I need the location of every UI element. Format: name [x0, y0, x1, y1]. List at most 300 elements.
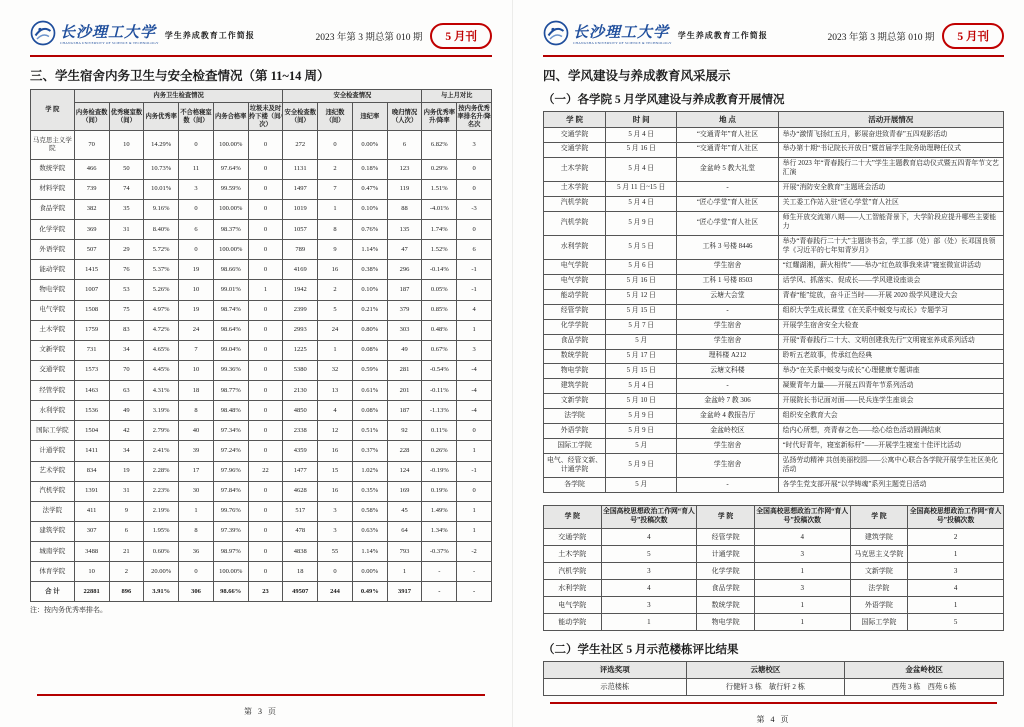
table-row [31, 481, 492, 501]
cell: 2.79% [144, 421, 179, 441]
cell: 99.59% [213, 179, 248, 199]
cell: 36 [179, 542, 214, 562]
cell: 11 [179, 159, 214, 179]
cell: 6 [457, 240, 492, 260]
cell: 5 月 17 日 [606, 349, 677, 364]
section-title-hygiene: 三、学生宿舍内务卫生与安全检查情况（第 11~14 周） [30, 69, 330, 83]
issue-number: 2023 年第 3 期总第 010 期 [315, 32, 423, 43]
cell: 74 [109, 179, 144, 199]
cell: 272 [283, 131, 318, 159]
cell: 3.91% [144, 582, 179, 602]
cell: 3 [601, 596, 697, 613]
cell: 4.72% [144, 320, 179, 340]
table-row [31, 300, 492, 320]
cell: 汽机学院 [544, 196, 606, 211]
cell: 0.00% [352, 562, 387, 582]
cell: 4.45% [144, 360, 179, 380]
cell: 0 [457, 421, 492, 441]
cell: -0.54% [422, 360, 457, 380]
cell: 各学院 [544, 478, 606, 493]
header-cell: 学 院 [544, 506, 602, 529]
cell: 50 [109, 159, 144, 179]
header-cell: 金盆岭校区 [845, 661, 1004, 678]
cell: 水利学院 [544, 235, 606, 259]
cell: 100.00% [213, 240, 248, 260]
cell: 0.08% [352, 401, 387, 421]
cell: 70 [109, 360, 144, 380]
cell: -2 [457, 542, 492, 562]
table-row [31, 220, 492, 240]
cell: - [457, 562, 492, 582]
cell: 金盆岭 5 教大礼堂 [677, 157, 778, 181]
cell: 学生宿舍 [677, 334, 778, 349]
cell: 0 [457, 159, 492, 179]
cell: 0.47% [352, 179, 387, 199]
cell: 135 [387, 220, 422, 240]
cell: 3 [457, 131, 492, 159]
cell: “匠心学堂”育人社区 [677, 211, 778, 235]
cell: 88 [387, 199, 422, 219]
cell: 0 [248, 240, 283, 260]
header-cell: 全国高校思想政治工作网“育人号”投稿次数 [754, 506, 850, 529]
header-cell: 内务优秀率 [144, 102, 179, 131]
table-row [31, 381, 492, 401]
cell: 6.82% [422, 131, 457, 159]
cell: 3 [754, 545, 850, 562]
cell: 能动学院 [544, 613, 602, 630]
cell: 2338 [283, 421, 318, 441]
university-name-en: CHANGSHA UNIVERSITY OF SCIENCE & TECHNOLOGY [60, 40, 159, 45]
cell: 2 [109, 562, 144, 582]
cell: 39 [179, 441, 214, 461]
cell: 5 [601, 545, 697, 562]
cell: 2993 [283, 320, 318, 340]
table-row [31, 562, 492, 582]
cell: 1.95% [144, 521, 179, 541]
cell: 建筑学院 [31, 521, 75, 541]
page-number: 第 4 页 [756, 714, 791, 724]
cell: 119 [387, 179, 422, 199]
cell: 12 [318, 421, 353, 441]
table-row [31, 159, 492, 179]
cell: 187 [387, 401, 422, 421]
cell: 19 [179, 260, 214, 280]
cell: 计通学院 [31, 441, 75, 461]
cell: 0.19% [422, 481, 457, 501]
cell: 15 [318, 461, 353, 481]
cell: 29 [109, 240, 144, 260]
cell: 834 [74, 461, 109, 481]
cell: 70 [74, 131, 109, 159]
cell: 1 [318, 340, 353, 360]
cell: 1.74% [422, 220, 457, 240]
cell: 开展院长书记面对面——民兵连学生座谈会 [778, 394, 1003, 409]
cell: 举办“在关系中蜕变与成长”心理健康专题讲座 [778, 364, 1003, 379]
cell: 土木学院 [544, 545, 602, 562]
cell: 35 [109, 199, 144, 219]
cell: 1019 [283, 199, 318, 219]
cell: 0.67% [422, 340, 457, 360]
cell: 0 [457, 481, 492, 501]
cell: 31 [109, 220, 144, 240]
cell: 土木学院 [544, 157, 606, 181]
cell: 4.65% [144, 340, 179, 360]
cell: 187 [387, 280, 422, 300]
cell: 举行 2023 年“青春践行二十大”学生主题教育启动仪式暨五四青年节文艺汇演 [778, 157, 1003, 181]
cell: 124 [387, 461, 422, 481]
page-4 [512, 0, 1024, 727]
cell: 18 [283, 562, 318, 582]
cell: 外语学院 [31, 240, 75, 260]
subsection-title-dorm: （二）学生社区 5 月示范楼栋评比结果 [543, 643, 739, 656]
cell: 83 [109, 320, 144, 340]
cell: 16 [318, 260, 353, 280]
cell: 296 [387, 260, 422, 280]
cell: 24 [318, 320, 353, 340]
table-row [544, 319, 1004, 334]
cell: 40 [179, 421, 214, 441]
page-header [30, 20, 492, 57]
cell: 169 [387, 481, 422, 501]
cell: 1 [754, 613, 850, 630]
table-row [544, 349, 1004, 364]
university-name-en: CHANGSHA UNIVERSITY OF SCIENCE & TECHNOLOGY [573, 40, 672, 45]
cell: 西苑 3 栋 西苑 6 栋 [845, 678, 1004, 695]
cell: 63 [109, 381, 144, 401]
cell: 896 [109, 582, 144, 602]
cell: 2.28% [144, 461, 179, 481]
cell: 交通学院 [31, 360, 75, 380]
header-cell: 按内务优秀率排名升/降名次 [457, 102, 492, 131]
cell: 青春“能”绽放，奋斗正当时——开展 2020 级学风建设大会 [778, 289, 1003, 304]
cell: 5 月 4 日 [606, 157, 677, 181]
cell: 100.00% [213, 131, 248, 159]
cell: 马克思主义学院 [850, 545, 908, 562]
table-row [544, 274, 1004, 289]
header-cell: 晚归情况（人次） [387, 102, 422, 131]
cell: 5 月 4 日 [606, 196, 677, 211]
cell: 文新学院 [850, 562, 908, 579]
cell: 1497 [283, 179, 318, 199]
cell: 1504 [74, 421, 109, 441]
cell: 电气、经管文新、计通学院 [544, 454, 606, 478]
cell: -0.14% [422, 260, 457, 280]
cell: 9 [318, 240, 353, 260]
cell: 食品学院 [697, 579, 755, 596]
cell: 5 月 11 日~15 日 [606, 181, 677, 196]
cell: 0.59% [352, 360, 387, 380]
cell: 1477 [283, 461, 318, 481]
cell: 学生宿舍 [677, 259, 778, 274]
cell: 1 [457, 521, 492, 541]
cell: “红耀湖湘，薪火相传”——举办“红色故事我来讲”寝室微宣讲活动 [778, 259, 1003, 274]
cell: 2 [908, 528, 1004, 545]
cell: 1 [754, 562, 850, 579]
cell: 0 [248, 441, 283, 461]
header-cell: 学 院 [850, 506, 908, 529]
cell: 5 月 4 日 [606, 128, 677, 143]
cell: 开展学生宿舍安全大检查 [778, 319, 1003, 334]
cell: 关工委工作站入驻“匠心学堂”育人社区 [778, 196, 1003, 211]
logo-block [543, 20, 672, 51]
cell: 0.11% [422, 421, 457, 441]
cell: 369 [74, 220, 109, 240]
cell: 97.96% [213, 461, 248, 481]
page-footer [30, 688, 492, 717]
table-row [544, 181, 1004, 196]
footer-rule [550, 702, 997, 704]
cell: 97.34% [213, 421, 248, 441]
cell: 经管学院 [697, 528, 755, 545]
cell: 5 月 4 日 [606, 379, 677, 394]
cell: 7 [179, 340, 214, 360]
cell: 学生宿舍 [677, 454, 778, 478]
header-cell: 安全检查数（间） [283, 102, 318, 131]
cell: 食品学院 [544, 334, 606, 349]
table-row [31, 542, 492, 562]
cell: 92 [387, 421, 422, 441]
table-row [544, 142, 1004, 157]
cell: 文新学院 [31, 340, 75, 360]
cell: 1.14% [352, 240, 387, 260]
cell: 123 [387, 159, 422, 179]
cell: 2.41% [144, 441, 179, 461]
cell: 行健轩 3 栋 敏行轩 2 栋 [686, 678, 845, 695]
cell: 电气学院 [544, 259, 606, 274]
cell: 土木学院 [544, 181, 606, 196]
cell: 汽机学院 [544, 211, 606, 235]
cell: 交通学院 [544, 142, 606, 157]
cell: 5.72% [144, 240, 179, 260]
cell: 电气学院 [544, 274, 606, 289]
cell: 1.02% [352, 461, 387, 481]
cell: 0 [318, 131, 353, 159]
cell: 281 [387, 360, 422, 380]
cell: 0 [248, 300, 283, 320]
cell: 4628 [283, 481, 318, 501]
cell: 16 [318, 441, 353, 461]
cell: 0 [248, 542, 283, 562]
table-row [31, 199, 492, 219]
cell: 0 [318, 562, 353, 582]
cell: 数统学院 [31, 159, 75, 179]
cell: 1057 [283, 220, 318, 240]
table-row [544, 211, 1004, 235]
cell: 文新学院 [544, 394, 606, 409]
cell: 98.64% [213, 320, 248, 340]
cell: 国际工学院 [31, 421, 75, 441]
cell: 49 [109, 401, 144, 421]
cell: 2.19% [144, 501, 179, 521]
cell: 4 [601, 579, 697, 596]
cell: 19 [109, 461, 144, 481]
cell: 3917 [387, 582, 422, 602]
cell: 法学院 [544, 409, 606, 424]
cell: 739 [74, 179, 109, 199]
cell: 98.74% [213, 300, 248, 320]
cell: 0 [457, 179, 492, 199]
cell: 法学院 [31, 501, 75, 521]
cell: 17 [179, 461, 214, 481]
section-title-style: 四、学风建设与养成教育风采展示 [543, 69, 731, 83]
cell: 19 [179, 300, 214, 320]
cell: 1 [457, 501, 492, 521]
cell: 1536 [74, 401, 109, 421]
cell: 0 [248, 360, 283, 380]
cell: -1 [457, 461, 492, 481]
cell: 5 月 5 日 [606, 235, 677, 259]
cell: 组织安全教育大会 [778, 409, 1003, 424]
cell: 城南学院 [31, 542, 75, 562]
cell: 1 [318, 199, 353, 219]
cell: 5 月 15 日 [606, 364, 677, 379]
footer-rule [37, 694, 485, 696]
cell: 5.37% [144, 260, 179, 280]
table-row [544, 394, 1004, 409]
cell: 478 [283, 521, 318, 541]
cell: 2 [318, 280, 353, 300]
cell: 98.97% [213, 542, 248, 562]
cell: 9.16% [144, 199, 179, 219]
cell: 30 [179, 481, 214, 501]
cell: 数统学院 [544, 349, 606, 364]
cell: 金盆岭校区 [677, 424, 778, 439]
header-cell: 内务检查数（间） [74, 102, 109, 131]
cell: 22 [248, 461, 283, 481]
cell: 5 月 9 日 [606, 454, 677, 478]
cell: -1 [457, 280, 492, 300]
cell: 3 [179, 179, 214, 199]
cell: 3 [318, 501, 353, 521]
cell: 国际工学院 [544, 439, 606, 454]
cell: 1.14% [352, 542, 387, 562]
cell: 师生开放交流第八期——人工智能背景下，大学阶段应提升哪些主要能力 [778, 211, 1003, 235]
cell: 13 [318, 381, 353, 401]
table-row [31, 131, 492, 159]
page-footer [543, 696, 1004, 725]
cell: 97.39% [213, 521, 248, 541]
cell: 4850 [283, 401, 318, 421]
cell: 聆听五老故事，传承红色经典 [778, 349, 1003, 364]
cell: 0 [248, 481, 283, 501]
cell: 98.77% [213, 381, 248, 401]
cell: 建筑学院 [850, 528, 908, 545]
cell: 9 [109, 501, 144, 521]
cell: 举办“激情飞扬红五月，影展奋进致青春”五四观影活动 [778, 128, 1003, 143]
cell: 1 [387, 562, 422, 582]
cell: -1 [457, 260, 492, 280]
cell: 0.38% [352, 260, 387, 280]
header-group-cell: 安全检查情况 [283, 90, 422, 103]
cell: -4 [457, 360, 492, 380]
cell: 话学风、抓落实、促成长——学风建设座谈会 [778, 274, 1003, 289]
table-row [544, 613, 1004, 630]
cell: 化学学院 [544, 319, 606, 334]
cell: 0 [248, 521, 283, 541]
table-row [544, 678, 1004, 695]
cell: 0.60% [144, 542, 179, 562]
cell: 731 [74, 340, 109, 360]
cell: 1508 [74, 300, 109, 320]
cell: 物电学院 [31, 280, 75, 300]
cell: 化学学院 [31, 220, 75, 240]
cell: 0.08% [352, 340, 387, 360]
cell: 99.04% [213, 340, 248, 360]
total-row [31, 582, 492, 602]
cell: 0 [179, 562, 214, 582]
cell: 合 计 [31, 582, 75, 602]
table-row [31, 501, 492, 521]
table-row [544, 157, 1004, 181]
cell: 2399 [283, 300, 318, 320]
header-cell: 垃圾未及时拎下楼（间/次） [248, 102, 283, 131]
table-row [544, 545, 1004, 562]
cell: 0 [248, 421, 283, 441]
table-row [544, 364, 1004, 379]
cell: 0 [248, 220, 283, 240]
cell: 3 [908, 562, 1004, 579]
cell: “匠心学堂”育人社区 [677, 196, 778, 211]
table-row [31, 340, 492, 360]
cell: 18 [179, 381, 214, 401]
cell: 411 [74, 501, 109, 521]
cell: 3 [601, 562, 697, 579]
header-cell: 学 院 [544, 112, 606, 128]
cell: 金盆岭 7 教 306 [677, 394, 778, 409]
cell: 能动学院 [31, 260, 75, 280]
cell: 开展“青春践行二十大、文明创建我先行”文明寝室养成系列活动 [778, 334, 1003, 349]
cell: 466 [74, 159, 109, 179]
table-row [31, 280, 492, 300]
cell: 2 [318, 159, 353, 179]
university-logo-icon [543, 20, 569, 51]
cell: 5 月 9 日 [606, 424, 677, 439]
cell: 5 月 9 日 [606, 409, 677, 424]
cell: 6 [387, 131, 422, 159]
cell: 0 [179, 240, 214, 260]
cell: 303 [387, 320, 422, 340]
cell: 0 [457, 220, 492, 240]
cell: 举办第十期“书记院长开放日”暨首届学生院务助理聘任仪式 [778, 142, 1003, 157]
table-row [31, 461, 492, 481]
cell: 0 [248, 320, 283, 340]
cell: 201 [387, 381, 422, 401]
cell: 云塘文科楼 [677, 364, 778, 379]
header-cell: 违纪率 [352, 102, 387, 131]
cell: 食品学院 [31, 199, 75, 219]
cell: 物电学院 [544, 364, 606, 379]
cell: 0.10% [352, 199, 387, 219]
cell: - [422, 562, 457, 582]
cell: 379 [387, 300, 422, 320]
table-row [544, 128, 1004, 143]
table-note: 注：按内务优秀率排名。 [30, 606, 107, 615]
logo-block [30, 20, 159, 51]
cell: -3 [457, 199, 492, 219]
cell: 物电学院 [697, 613, 755, 630]
cell: 8 [179, 521, 214, 541]
cell: 1.34% [422, 521, 457, 541]
cell: 各学生党支部开展“以学铸魂”系列主题党日活动 [778, 478, 1003, 493]
cell: 水利学院 [31, 401, 75, 421]
cell: 97.64% [213, 159, 248, 179]
cell: 23 [248, 582, 283, 602]
cell: 4 [457, 300, 492, 320]
cell: 0.37% [352, 441, 387, 461]
cell: 97.84% [213, 481, 248, 501]
cell: “时代好青年，寝室新标杆”——开展学生寝室十佳评比活动 [778, 439, 1003, 454]
cell: -1.13% [422, 401, 457, 421]
